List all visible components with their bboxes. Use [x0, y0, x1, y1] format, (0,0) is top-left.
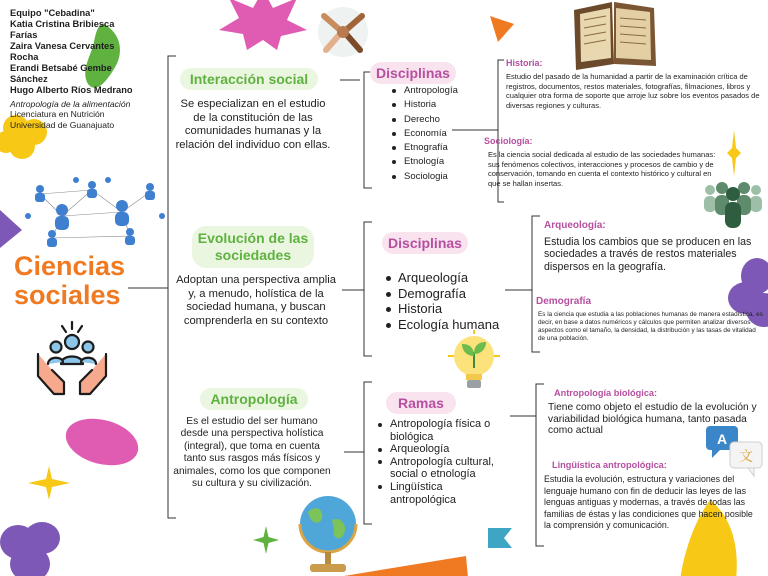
section-title-interaccion-social: Interacción social — [180, 68, 318, 90]
list-item: Historia — [384, 301, 514, 317]
list-item: Etnología — [390, 155, 480, 169]
branch-label-ramas: Ramas — [386, 392, 456, 414]
team-member: Sánchez — [10, 74, 48, 84]
list-item: Lingüística antropológica — [376, 481, 510, 506]
section-title-antropologia: Antropología — [200, 388, 308, 410]
svg-text:文: 文 — [739, 449, 753, 465]
note-text-historia: Estudio del pasado de la humanidad a partir de la examinación crítica de registros, documentos, restos materiales, fotografías, filmaciones, libros y cualquier otra forma de soporte que arroje luz sobre los eventos pasados de diversas regiones y culturas. — [506, 72, 760, 110]
list-item: Ecología humana — [384, 317, 514, 333]
list-item: Arqueología — [384, 270, 514, 286]
course-name: Antropología de la alimentación — [10, 99, 131, 109]
note-text-sociologia: Es la ciencia social dedicada al estudio de las sociedades humanas: sus fenómenos colectivos, interacciones y procesos de cambio y de conservación, tomando en cuenta el contexto histórico y cultural en que se hallan insertas. — [488, 150, 716, 188]
note-text-demografia: Es la ciencia que estudia a las poblaciones humanas de manera estadística, es decir, en base a datos numéricos y cálculos que permiten analizar diversos aspectos como el tamaño, la densidad, la distribución y las tasas de vitalidad de una población. — [538, 311, 763, 343]
team-member: Farías — [10, 30, 38, 40]
note-title-historia: Historia: — [506, 58, 543, 68]
note-title-demografia: Demografía — [536, 296, 592, 307]
section-description-antropologia: Es el estudio del ser humano desde una perspectiva holística (integral), que toma en cuenta tanto sus rasgos más físicos y animales, como los que componen su cultura y su civilización. — [173, 416, 331, 490]
note-text-linguistica-antropologica: Estudia la evolución, estructura y variaciones del lenguaje humano con fin de deducir las leyes de las lenguas antiguas y modernas, a través de todas las familias de éstas y las condiciones que hacen posible la comprensión y comunicación. — [544, 474, 753, 530]
university-name: Universidad de Guanajuato — [10, 119, 115, 130]
note-title-linguistica-antropologica: Lingüística antropológica: — [552, 460, 667, 470]
disciplinas-list-1 — [390, 84, 480, 184]
degree-name: Licenciatura en Nutrición — [10, 109, 105, 120]
svg-text:A: A — [716, 431, 728, 447]
list-item: Etnografía — [390, 141, 480, 155]
list-item: Antropología física o biológica — [376, 418, 510, 443]
team-name: Equipo "Cebadina" — [10, 8, 95, 18]
team-member: Katia Cristina Bribiesca — [10, 19, 115, 29]
list-item: Demografía — [384, 286, 514, 302]
note-title-antropologia-biologica: Antropología biológica: — [554, 388, 658, 398]
team-member: Erandi Betsabé Gembe — [10, 63, 112, 73]
disciplinas-list-2 — [384, 270, 514, 332]
list-item: Sociologia — [390, 170, 480, 184]
main-title-line-2: sociales — [14, 280, 121, 310]
team-member: Zaira Vanesa Cervantes — [10, 41, 115, 51]
note-text-arqueologia: Estudia los cambios que se producen en las sociedades a través de restos materiales dispersos en la geografía. — [544, 236, 752, 273]
section-title-evolucion-sociedades: Evolución de las sociedades — [192, 226, 314, 268]
list-item: Antropología — [390, 84, 480, 98]
ramas-list — [376, 418, 510, 506]
team-member: Rocha — [10, 52, 39, 62]
team-member: Hugo Alberto Ríos Medrano — [10, 85, 133, 95]
note-text-antropologia-biologica: Tiene como objeto el estudio de la evolución y variabilidad biológica humana, tanto pasada como actual — [548, 402, 757, 437]
main-title-line-1: Ciencias — [14, 251, 126, 281]
branch-label-disciplinas-2: Disciplinas — [382, 232, 468, 254]
note-title-sociologia: Sociología: — [484, 136, 533, 146]
list-item: Arqueología — [376, 443, 510, 456]
section-description-interaccion-social: Se especializan en el estudio de la constitución de las comunidades humanas y la relación del individuo con ellas. — [175, 98, 331, 151]
list-item: Historia — [390, 98, 480, 112]
list-item: Antropología cultural, social o etnología — [376, 456, 510, 481]
list-item: Economía — [390, 127, 480, 141]
list-item: Derecho — [390, 113, 480, 127]
note-title-arqueologia: Arqueología: — [544, 220, 606, 231]
branch-label-disciplinas-1: Disciplinas — [370, 62, 456, 84]
section-description-evolucion-sociedades: Adoptan una perspectiva amplia y, a menudo, holística de la sociedad humana, y buscan comprenderla en su contexto — [176, 274, 336, 327]
